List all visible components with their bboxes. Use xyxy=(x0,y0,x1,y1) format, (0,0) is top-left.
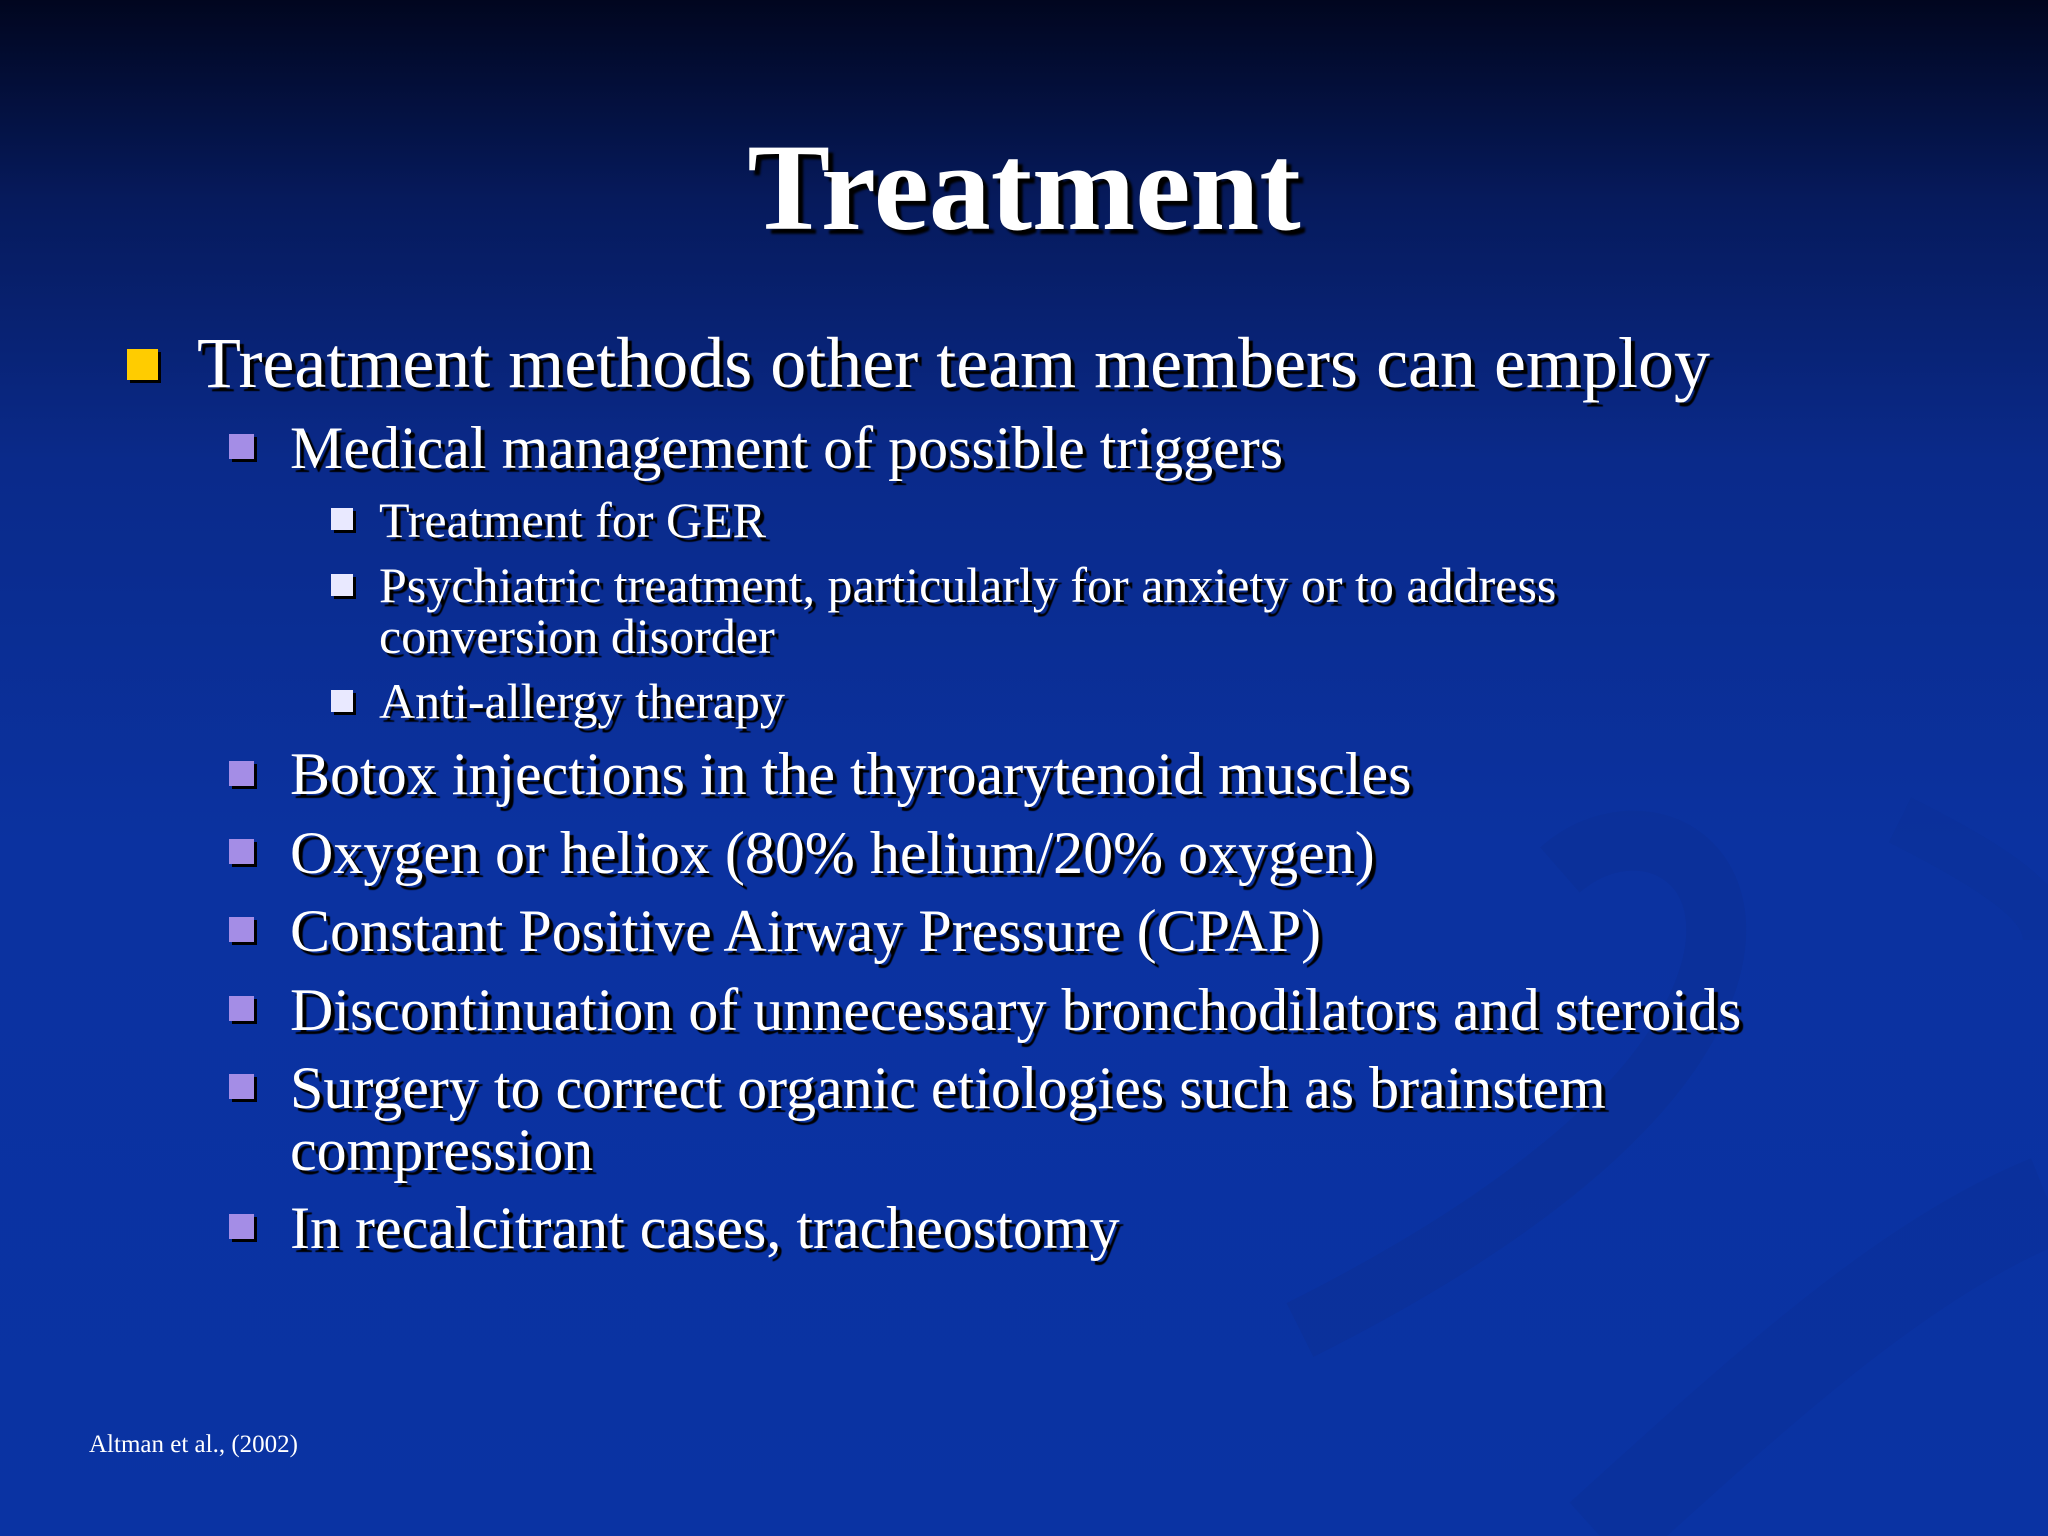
bullet-level3-text: Anti-allergy therapy xyxy=(379,673,785,729)
bullet-level2-icon xyxy=(229,996,254,1021)
bullet-level3-text-continuation: conversion disorder xyxy=(379,608,775,664)
bullet-level2-icon xyxy=(229,434,254,459)
bullet-level2-icon xyxy=(229,839,254,864)
bullet-level2-text: Botox injections in the thyroarytenoid muscles xyxy=(290,741,1412,807)
bullet-level3-text: Psychiatric treatment, particularly for anxiety or to address xyxy=(379,557,1557,613)
bullet-level2-icon xyxy=(229,1214,254,1239)
bullet-level3-icon xyxy=(331,574,353,596)
bullet-level2-text: Surgery to correct organic etiologies such as brainstem xyxy=(290,1055,1606,1121)
bullet-level2-text: Medical management of possible triggers xyxy=(290,415,1284,481)
bullet-level2-text: Discontinuation of unnecessary bronchodilators and steroids xyxy=(290,977,1742,1043)
bullet-level2-text: Oxygen or heliox (80% helium/20% oxygen) xyxy=(290,820,1375,886)
bullet-level2-icon xyxy=(229,761,254,786)
slide-title: Treatment xyxy=(747,119,1301,256)
bullet-level2-icon xyxy=(229,917,254,942)
bullet-level2-icon xyxy=(229,1074,254,1099)
bullet-level3-text: Treatment for GER xyxy=(379,492,766,548)
bullet-level2-text: In recalcitrant cases, tracheostomy xyxy=(290,1195,1120,1261)
bullet-level1-icon xyxy=(127,349,158,380)
bullet-level3-icon xyxy=(331,690,353,712)
bullet-level2-text-continuation: compression xyxy=(290,1117,594,1183)
bullet-level2-text: Constant Positive Airway Pressure (CPAP) xyxy=(290,898,1322,964)
citation: Altman et al., (2002) xyxy=(89,1431,298,1458)
bullet-level1-text: Treatment methods other team members can employ xyxy=(197,323,1710,403)
bullet-level3-icon xyxy=(331,508,353,530)
